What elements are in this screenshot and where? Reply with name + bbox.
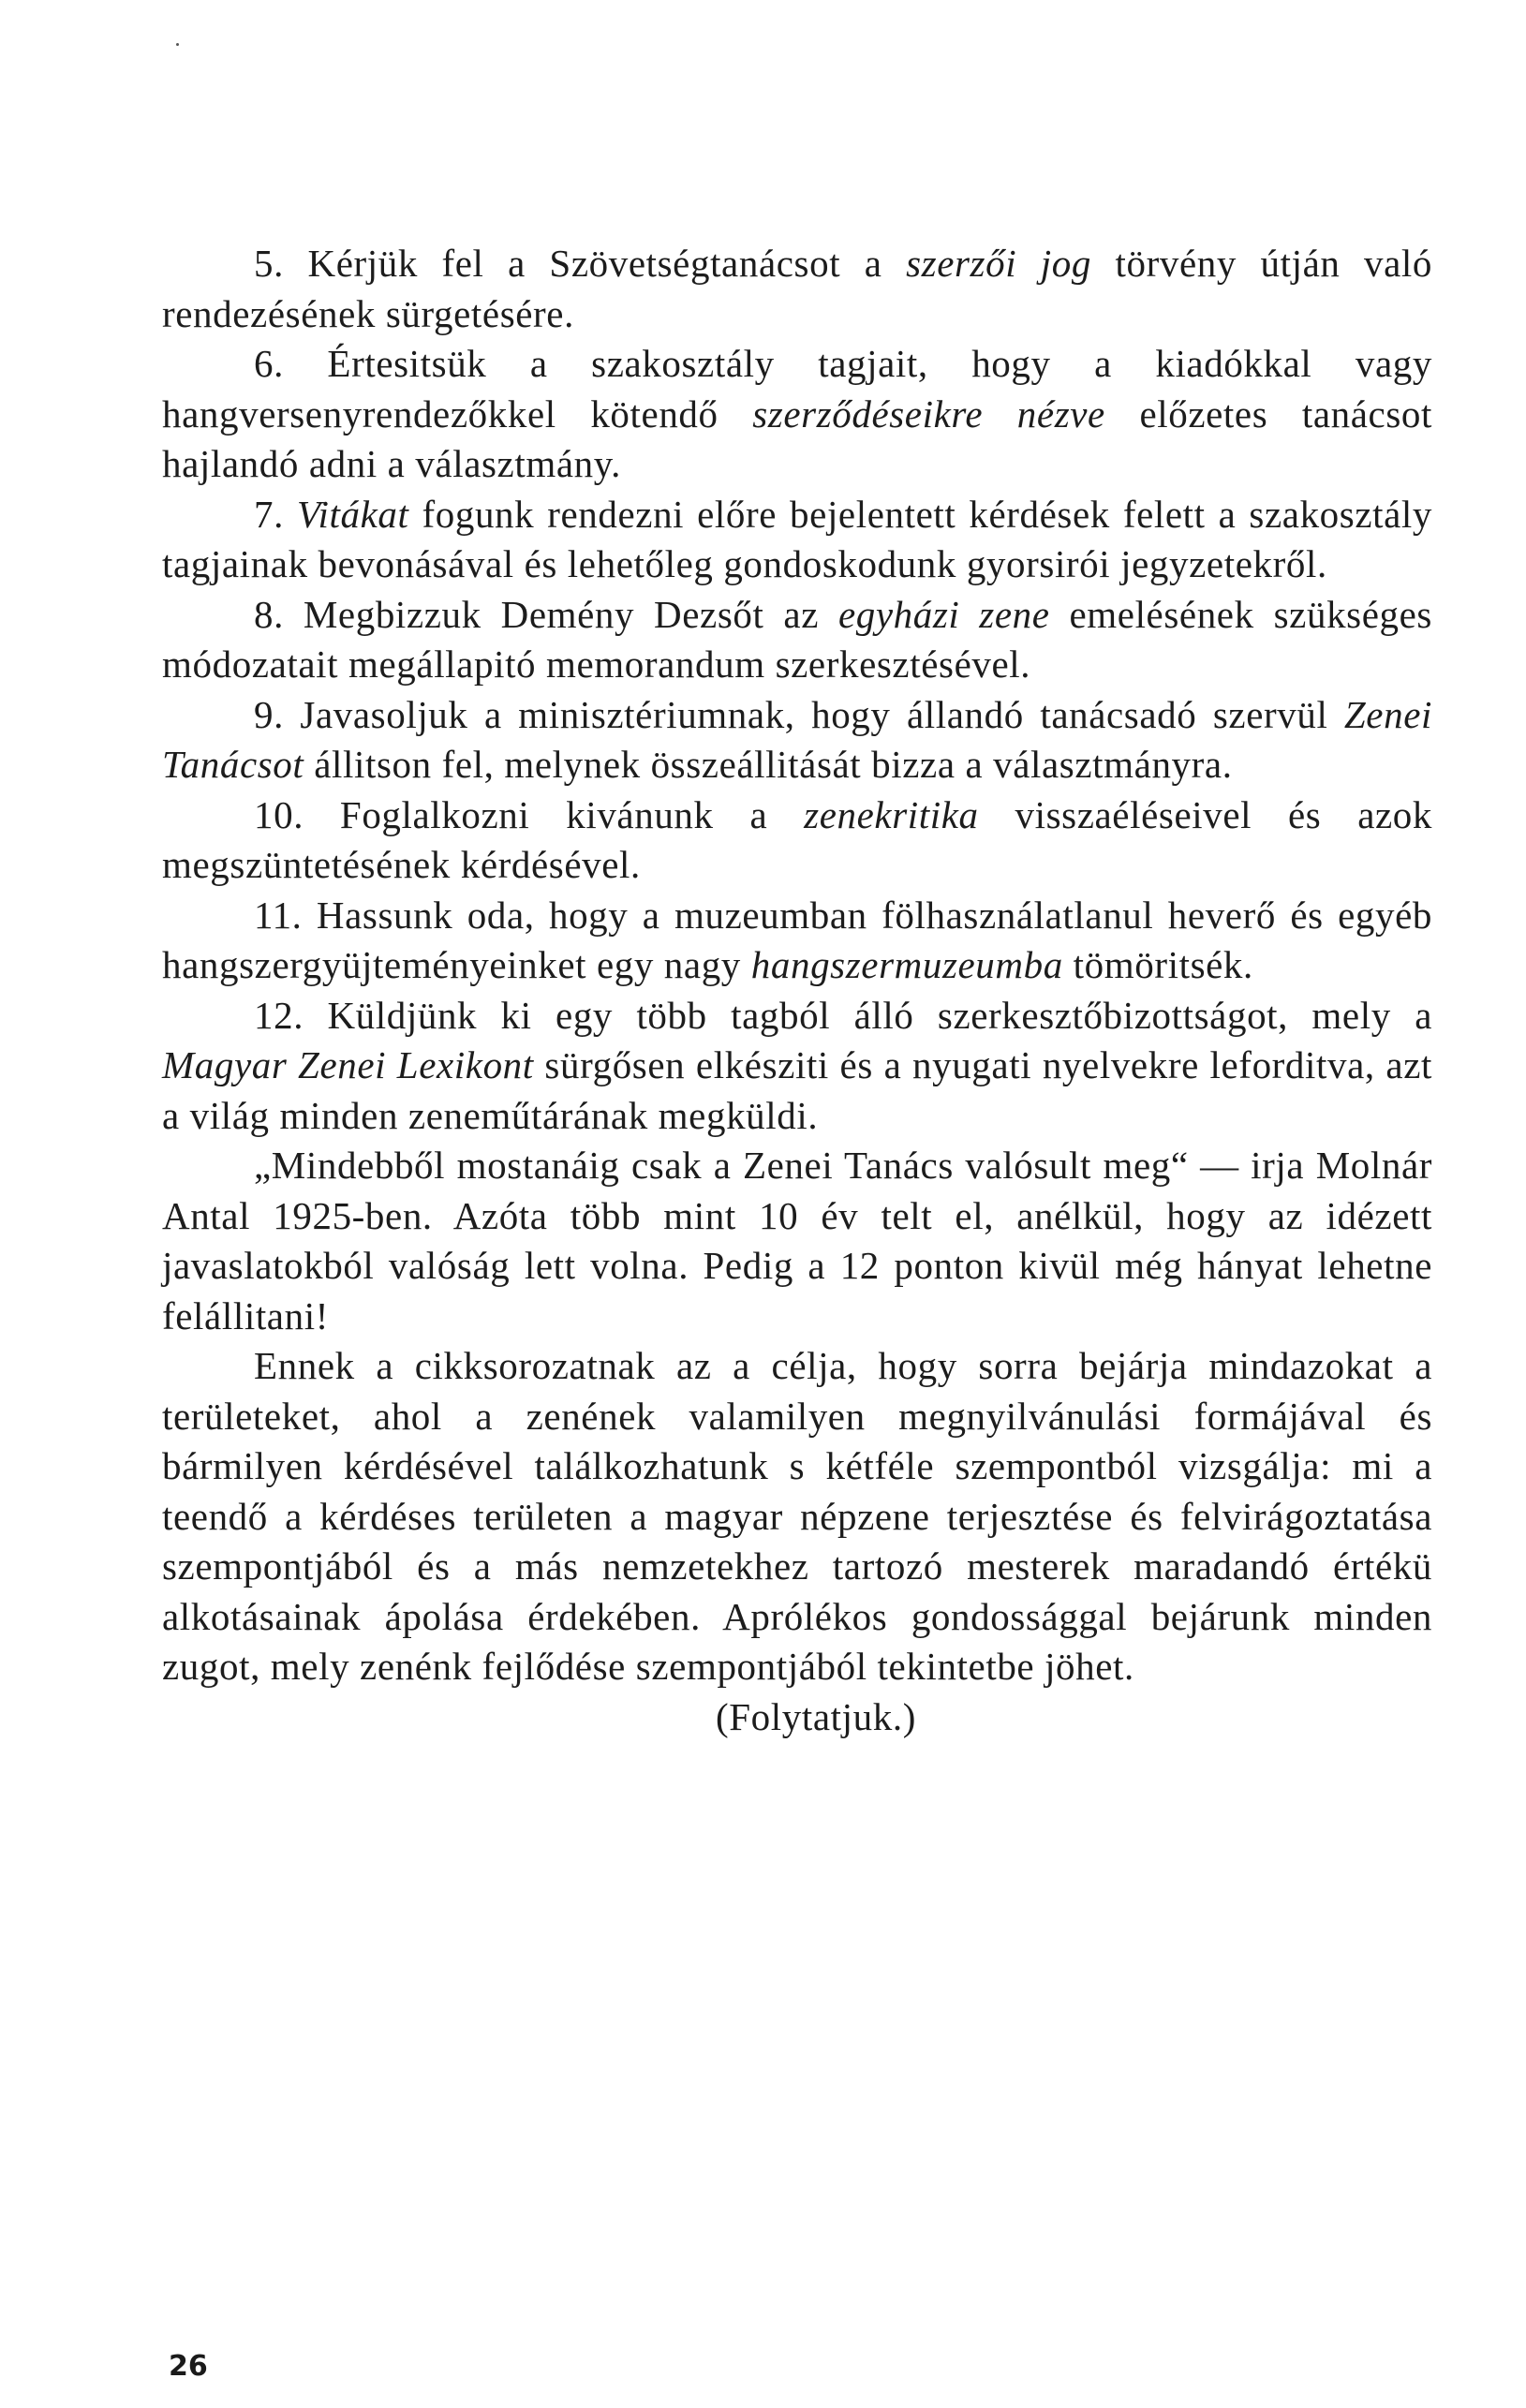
paragraph-point-9 xyxy=(162,690,1432,790)
text-run: „Mindebből mostanáig csak a Zenei Tanács valósult meg“ — irja Molnár Antal 1925-ben. Azóta több mint 10 év telt el, anélkül, hogy az idézett javaslatokból valóság lett volna. Pedig a 12 ponton kivül még hányat lehetne felállitani! xyxy=(162,1144,1432,1337)
text-run: visszaéléseivel és azok megszüntetésének kérdésével. xyxy=(162,792,1432,886)
italic-text-run: Zenei Tanácsot xyxy=(162,692,1432,786)
text-run: 7. xyxy=(254,492,297,536)
text-run: 6. Értesitsük a szakosztály tagjait, hogy a kiadókkal vagy hangversenyrendezőkkel kötendő xyxy=(162,342,1432,436)
continued-note: (Folytatjuk.) xyxy=(716,1694,916,1738)
paragraph-point-6 xyxy=(162,339,1432,490)
paragraph-point-5 xyxy=(162,239,1432,339)
text-run: 8. Megbizzuk Demény Dezsőt az xyxy=(254,592,838,636)
italic-text-run: hangszermuzeumba xyxy=(750,943,1063,986)
paragraph-point-10 xyxy=(162,790,1432,891)
text-run: emelésének szükséges módozatait megállapitó memorandum szerkesztésével. xyxy=(162,592,1432,686)
text-run: 5. Kérjük fel a Szövetségtanácsot a xyxy=(254,242,907,285)
paragraph-point-12 xyxy=(162,991,1432,1142)
paragraph-article-purpose xyxy=(162,1341,1432,1692)
italic-text-run: zenekritika xyxy=(804,792,979,836)
italic-text-run: szerződéseikre nézve xyxy=(752,391,1105,436)
text-run: előzetes tanácsot hajlandó adni a választmány. xyxy=(162,391,1433,485)
italic-text-run: Vitákat xyxy=(296,492,409,536)
paragraph-quote xyxy=(162,1141,1432,1341)
text-run: 10. Foglalkozni kivánunk a xyxy=(254,792,805,836)
text-run: 11. Hassunk oda, hogy a muzeumban fölhasználatlanul heverő és egyéb hangszergyüjteményeinket egy nagy xyxy=(162,893,1432,986)
text-run: Ennek a cikksorozatnak az a célja, hogy sorra bejárja mindazokat a területeket, ahol a zenének valamilyen megnyilvánulási formájával és bármilyen kérdésével találkozhatunk s kétféle szempontból vizsgálja: mi a teendő a kérdéses területen a magyar népzene terjesztése és felvirágoztatása szempontjából és a más nemzetekhez tartozó mesterek maradandó értékü alkotásainak ápolása érdekében. Aprólékos gondossággal bejárunk minden zugot, mely zenénk fejlődése szempontjából tekintetbe jöhet. xyxy=(162,1344,1432,1688)
text-run: tömöritsék. xyxy=(1062,943,1253,986)
paragraph-point-8 xyxy=(162,590,1432,690)
text-run: állitson fel, melynek összeállitását bizza a választmányra. xyxy=(304,743,1233,786)
italic-text-run: egyházi zene xyxy=(837,592,1050,636)
text-run: 12. Küldjünk ki egy több tagból álló szerkesztőbizottságot, mely a xyxy=(254,993,1432,1037)
print-speck xyxy=(176,43,179,46)
text-run: törvény útján való rendezésének sürgetésére. xyxy=(162,242,1432,335)
paragraph-point-11 xyxy=(162,891,1432,991)
text-run: fogunk rendezni előre bejelentett kérdések felett a szakosztály tagjainak bevonásával és lehetőleg gondoskodunk gyorsirói jegyzetekről. xyxy=(162,492,1432,585)
paragraph-point-7 xyxy=(162,490,1432,590)
italic-text-run: szerzői jog xyxy=(906,242,1091,285)
text-run: sürgősen elkésziti és a nyugati nyelvekre leforditva, azt a világ minden zeneműtárának megküldi. xyxy=(162,1043,1432,1137)
article-text xyxy=(162,239,1432,1742)
page-number: 26 xyxy=(169,2350,208,2383)
text-run: 9. Javasoljuk a minisztériumnak, hogy állandó tanácsadó szervül xyxy=(254,692,1344,736)
italic-text-run: Magyar Zenei Lexikont xyxy=(162,1043,534,1086)
